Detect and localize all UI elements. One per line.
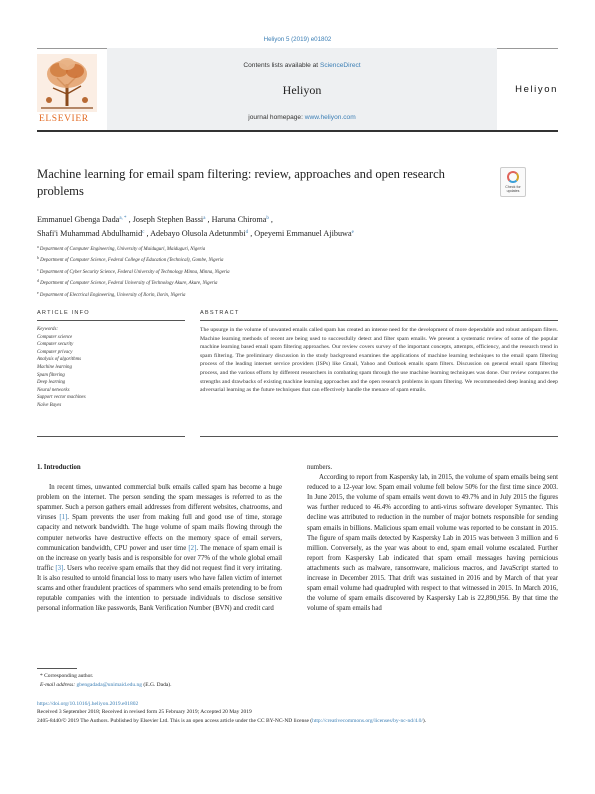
author-name[interactable]: Haruna Chiroma [211,215,267,224]
keyword-item: Computer security [37,342,74,348]
affiliation-item [37,266,557,277]
keyword-item: Neural networks [37,387,70,393]
sciencedirect-link[interactable]: ScienceDirect [319,62,361,69]
license-end: ). [422,717,427,724]
affiliation-item [37,277,557,288]
author-name[interactable]: Joseph Stephen Bassi [132,215,204,224]
intro-text-a: In recent times, unwanted commercial bulk emails called spam has become a huge problem on the internet. The person sending the spam messages is referred to as the spammer. Such a person gathers email addresses from different websites, chatrooms, and viruses [37,484,282,522]
author-separator: , [205,215,212,224]
keywords-block [37,326,185,410]
keyword-item: Computer privacy [37,349,73,355]
email-label: E-mail address: [40,682,77,688]
article-meta-footer [37,700,558,725]
corresponding-author-note: * Corresponding author. [40,673,94,679]
body-right-column [307,463,558,614]
author-affiliation-marker[interactable]: c [142,230,145,235]
author-name[interactable]: Adebayo Olusola Adetunmbi [150,229,246,238]
affiliation-text: Department of Computer Engineering, University of Maiduguri, Maiduguri, Nigeria [39,247,206,252]
affiliation-text: Department of Cyber Security Science, Federal University of Technology Minna, Minna, Nigeria [39,269,230,275]
abstract-heading: ABSTRACT [200,310,240,316]
contents-prefix: Contents lists available at [243,62,320,69]
affiliation-text: Department of Computer Science, Federal University of Technology Akure, Akure, Nigeria [40,281,218,287]
article-info-rule [37,320,185,321]
keyword-item: Computer science [37,334,73,340]
keyword-item: Machine learning [37,364,72,370]
keywords-label: Keywords: [37,327,59,332]
footnote-rule [37,668,77,669]
affiliation-marker: e [37,290,39,295]
keyword-item: Analysis of algorithms [37,357,82,363]
affiliation-list [37,243,557,300]
author-separator: , [126,215,133,224]
affiliation-item [37,289,557,300]
intro-text-d: . Users who receive spam emails that they did not request find it very irritating. It is also resulted to untold financial loss to many users who have fallen victim of internet scams and other fraudulent practices of spammers who send emails pretending to be from reputable companies with the intention to persuade individuals to disclose sensitive personal information like passwords, Bank Verification Number (BVN) and credit card [37,564,282,613]
check-for-updates-badge[interactable] [500,167,526,197]
journal-masthead [37,48,558,132]
intro-paragraph-1 [37,483,282,614]
affiliation-marker: b [37,256,39,261]
introduction-heading: 1. Introduction [37,464,81,471]
author-separator: , [248,229,255,238]
article-info-heading: ARTICLE INFO [37,310,90,316]
abstract-bottom-rule [200,436,558,437]
author-affiliation-marker[interactable]: a [203,216,206,221]
author-separator: , [144,229,151,238]
received-dates: Received 3 September 2018; Received in revised form 25 February 2019; Accepted 20 May 2019 [37,709,252,716]
author-affiliation-marker[interactable]: d [245,230,249,235]
publisher-name: ELSEVIER [39,114,89,124]
homepage-prefix: journal homepage: [248,114,305,121]
article-title: Machine learning for email spam filtering: review, approaches and open research problems [37,167,445,198]
affiliation-item [37,243,557,254]
affiliation-marker: a [37,245,39,249]
author-affiliation-marker[interactable]: a, * [119,216,127,221]
license-text: 2405-8440/© 2019 The Authors. Published by Elsevier Ltd. This is an open access article under the CC BY-NC-ND license ( [37,717,313,724]
license-link[interactable]: http://creativecommons.org/licenses/by-nc-nd/4.0/ [312,717,423,724]
abstract-text: The upsurge in the volume of unwanted emails called spam has created an intense need for the development of more dependable and robust antispam filters. Machine learning methods of recent are being used to successfully detect and filter spam emails. We present a systematic review of some of the popular machine learning based email spam filtering approaches. Our review covers survey of the important concepts, attempts, efficiency, and the research trend in spam filtering. The preliminary discussion in the study background examines the applications of machine learning techniques to the email spam filtering process of the leading internet service providers (ISPs) like Gmail, Yahoo and Outlook emails spam filters. Discussion on general email spam filtering process, and the various efforts by different researchers in combating spam through the use machine learning techniques was done. Our review compares the strengths and drawbacks of existing machine learning approaches and the open research problems in spam filtering. We recommended deep leaning and deep adversarial learning as the future techniques that can effectively handle the menace of spam emails. [200,327,558,394]
masthead-bottom-rule [37,130,558,132]
author-name[interactable]: Emmanuel Gbenga Dada [37,215,120,224]
author-separator: , [268,215,273,224]
author-name[interactable]: Opeyemi Emmanuel Ajibuwa [254,229,352,238]
email-suffix: (E.G. Dada). [142,682,172,688]
check-updates-icon [507,171,519,183]
citation-1-link[interactable]: [1] [59,514,68,522]
journal-reference[interactable]: Heliyon 5 (2019) e01802 [263,36,332,43]
doi-link[interactable]: https://doi.org/10.1016/j.heliyon.2019.e01802 [37,701,139,707]
license-line [37,717,558,725]
journal-name: Heliyon [282,83,322,97]
affiliation-text: Department of Electrical Engineering, University of Ilorin, Ilorin, Nigeria [39,292,186,298]
tree-logo-graphic [37,54,97,112]
citation-2-link[interactable]: [2] [188,544,197,552]
masthead-center-panel [107,48,497,130]
affiliation-text: Department of Computer Science, Federal College of Education (Technical), Gombe, Nigeria [40,258,224,264]
email-line [40,681,290,690]
body-left-column [37,463,282,614]
article-info-bottom-rule [37,436,185,437]
author-affiliation-marker[interactable]: b [266,216,269,221]
author-list [37,212,557,240]
journal-wordmark-logo: Heliyon [515,84,558,95]
keyword-item: Deep learning [37,380,66,386]
footnotes [40,672,290,690]
contents-line [107,62,497,69]
keyword-item: Support vector machines [37,395,86,401]
author-email-link[interactable]: gbengadada@unimaid.edu.ng [76,682,143,688]
keyword-item: Naïve Bayes [37,402,62,408]
author-affiliation-marker[interactable]: e [351,230,354,235]
abstract-rule [200,320,558,321]
keyword-list [37,334,185,410]
citation-3-link[interactable]: [3] [55,564,64,572]
intro-text-b: . Spam prevents the user from making full and good use of time, storage capacity and network bandwidth. The huge volume of spam mails flowing through the computer networks have destructive effects on the memory space of email servers, communication bandwidth, CPU power and user time [37,514,282,552]
homepage-line [107,114,497,121]
check-updates-label: Check for updates [505,185,521,193]
right-paragraph-1: According to report from Kaspersky lab, in 2015, the volume of spam emails being sent reduced to a 12-year low. Spam email volume fell below 50% for the first time since 2003. In June 2015, the volume of spam emails went down to 49.7% and in July 2015 the figures was further reduced to 46.4% according to anti-virus software developer Symantec. This decline was attributed to reduction in the number of major botnets responsible for sending spam emails in billions. Malicious spam email volume was reported to be constant in 2015. The figure of spam mails detected by Kaspersky Lab in 2015 was between 3 million and 6 million. Conversely, as the year was about to end, spam email volume escalated. Further report from Kaspersky Lab indicated that spam email messages having pernicious attachments such as malware, ransomware, malicious macros, and JavaScript started to increase in December 2015. That drift was sustained in 2016 and by March of that year spam email volume had quadrupled with respect to that witnessed in 2015. In March 2016, the volume of spam emails discovered by Kaspersky Lab is 22,890,956. By that time the volume of spam emails had [307,474,558,613]
elsevier-tree-logo-icon [37,54,97,124]
author-name[interactable]: Shafi'i Muhammad Abdulhamid [37,229,143,238]
journal-homepage-link[interactable]: www.heliyon.com [304,114,356,121]
affiliation-marker: c [37,267,39,272]
affiliation-marker: d [37,279,39,284]
keyword-item: Spam filtering [37,372,65,378]
intro-text-c: . The menace of spam email is on the increase on yearly basis and is responsible for over 77% of the whole global email traffic [37,544,282,572]
right-continuation: numbers. [307,464,333,471]
affiliation-item [37,254,557,265]
